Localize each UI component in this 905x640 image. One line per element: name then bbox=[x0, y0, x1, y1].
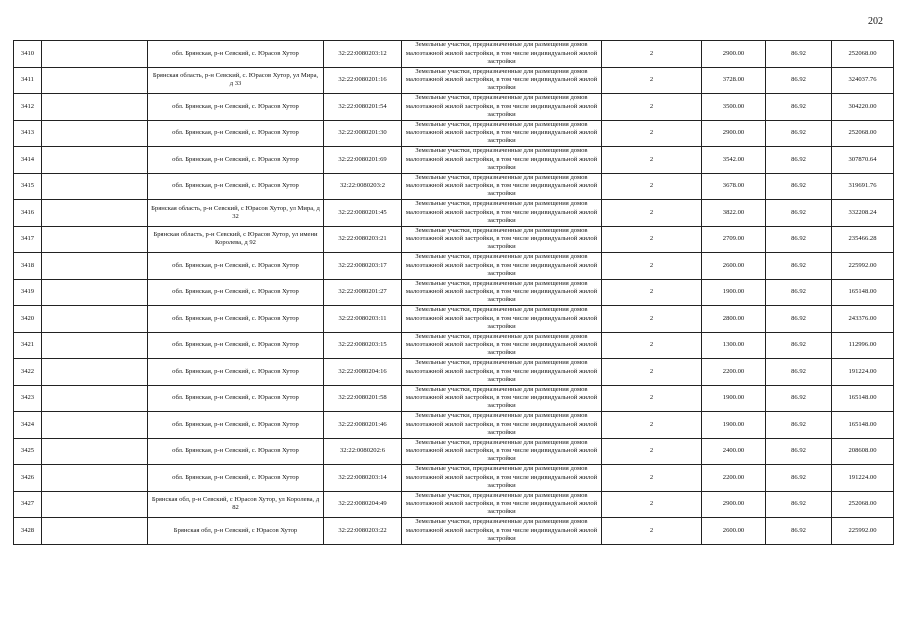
land-use-cell: Земельные участки, предназначенные для размещения домов малоэтажной жилой застройки, в том числе индивидуальной жилой застройки bbox=[402, 120, 602, 147]
table-row bbox=[14, 385, 894, 412]
cadastral-number-cell: 32:22:0080203:21 bbox=[324, 226, 402, 253]
value-cell: 252068.00 bbox=[832, 491, 894, 518]
value-cell: 208608.00 bbox=[832, 438, 894, 465]
group-cell: 2 bbox=[602, 412, 702, 439]
cadastral-number-cell: 32:22:0080203:2 bbox=[324, 173, 402, 200]
row-number-cell: 3413 bbox=[14, 120, 42, 147]
address-cell: Брянская область, р-н Севский, с Юрасов Хутор, ул Мира, д 32 bbox=[148, 200, 324, 227]
group-cell: 2 bbox=[602, 491, 702, 518]
table-row bbox=[14, 279, 894, 306]
address-cell: Брянская обл, р-н Севский, с Юрасов Хутор, ул Королева, д 82 bbox=[148, 491, 324, 518]
area-cell: 3678.00 bbox=[702, 173, 766, 200]
value-cell: 165148.00 bbox=[832, 412, 894, 439]
cadastral-number-cell: 32:22:0080203:11 bbox=[324, 306, 402, 333]
group-cell: 2 bbox=[602, 41, 702, 68]
row-number-cell: 3428 bbox=[14, 518, 42, 545]
table-body bbox=[14, 41, 894, 545]
row-number-cell: 3424 bbox=[14, 412, 42, 439]
page-number: 202 bbox=[868, 16, 883, 27]
rate-cell: 86.92 bbox=[766, 226, 832, 253]
empty-cell bbox=[42, 67, 148, 94]
group-cell: 2 bbox=[602, 147, 702, 174]
address-cell: обл. Брянская, р-н Севский, с. Юрасов Хутор bbox=[148, 332, 324, 359]
address-cell: обл. Брянская, р-н Севский, с. Юрасов Хутор bbox=[148, 359, 324, 386]
value-cell: 235466.28 bbox=[832, 226, 894, 253]
land-use-cell: Земельные участки, предназначенные для размещения домов малоэтажной жилой застройки, в том числе индивидуальной жилой застройки bbox=[402, 306, 602, 333]
group-cell: 2 bbox=[602, 438, 702, 465]
row-number-cell: 3420 bbox=[14, 306, 42, 333]
table-row bbox=[14, 465, 894, 492]
land-use-cell: Земельные участки, предназначенные для размещения домов малоэтажной жилой застройки, в том числе индивидуальной жилой застройки bbox=[402, 253, 602, 280]
table-row bbox=[14, 332, 894, 359]
group-cell: 2 bbox=[602, 173, 702, 200]
empty-cell bbox=[42, 518, 148, 545]
empty-cell bbox=[42, 306, 148, 333]
empty-cell bbox=[42, 491, 148, 518]
rate-cell: 86.92 bbox=[766, 465, 832, 492]
group-cell: 2 bbox=[602, 306, 702, 333]
value-cell: 319691.76 bbox=[832, 173, 894, 200]
table-row bbox=[14, 200, 894, 227]
rate-cell: 86.92 bbox=[766, 94, 832, 121]
group-cell: 2 bbox=[602, 200, 702, 227]
rate-cell: 86.92 bbox=[766, 67, 832, 94]
area-cell: 2900.00 bbox=[702, 120, 766, 147]
value-cell: 112996.00 bbox=[832, 332, 894, 359]
row-number-cell: 3415 bbox=[14, 173, 42, 200]
land-use-cell: Земельные участки, предназначенные для размещения домов малоэтажной жилой застройки, в том числе индивидуальной жилой застройки bbox=[402, 147, 602, 174]
table-row bbox=[14, 67, 894, 94]
rate-cell: 86.92 bbox=[766, 200, 832, 227]
empty-cell bbox=[42, 332, 148, 359]
address-cell: обл. Брянская, р-н Севский, с. Юрасов Хутор bbox=[148, 306, 324, 333]
row-number-cell: 3426 bbox=[14, 465, 42, 492]
land-use-cell: Земельные участки, предназначенные для размещения домов малоэтажной жилой застройки, в том числе индивидуальной жилой застройки bbox=[402, 385, 602, 412]
address-cell: обл. Брянская, р-н Севский, с. Юрасов Хутор bbox=[148, 173, 324, 200]
area-cell: 1900.00 bbox=[702, 412, 766, 439]
empty-cell bbox=[42, 412, 148, 439]
value-cell: 332208.24 bbox=[832, 200, 894, 227]
cadastral-number-cell: 32:22:0080201:27 bbox=[324, 279, 402, 306]
value-cell: 324037.76 bbox=[832, 67, 894, 94]
table-row bbox=[14, 94, 894, 121]
land-use-cell: Земельные участки, предназначенные для размещения домов малоэтажной жилой застройки, в том числе индивидуальной жилой застройки bbox=[402, 332, 602, 359]
cadastral-number-cell: 32:22:0080201:45 bbox=[324, 200, 402, 227]
cadastral-number-cell: 32:22:0080203:12 bbox=[324, 41, 402, 68]
empty-cell bbox=[42, 120, 148, 147]
address-cell: Брянская область, р-н Севский, с. Юрасов Хутор, ул Мира, д 33 bbox=[148, 67, 324, 94]
address-cell: Брянская область, р-н Севский, с Юрасов Хутор, ул имени Королева, д 92 bbox=[148, 226, 324, 253]
land-use-cell: Земельные участки, предназначенные для размещения домов малоэтажной жилой застройки, в том числе индивидуальной жилой застройки bbox=[402, 173, 602, 200]
group-cell: 2 bbox=[602, 67, 702, 94]
row-number-cell: 3414 bbox=[14, 147, 42, 174]
address-cell: обл. Брянская, р-н Севский, с. Юрасов Хутор bbox=[148, 465, 324, 492]
cadastral-number-cell: 32:22:0080201:69 bbox=[324, 147, 402, 174]
value-cell: 225992.00 bbox=[832, 253, 894, 280]
empty-cell bbox=[42, 385, 148, 412]
land-use-cell: Земельные участки, предназначенные для размещения домов малоэтажной жилой застройки, в том числе индивидуальной жилой застройки bbox=[402, 67, 602, 94]
address-cell: обл. Брянская, р-н Севский, с. Юрасов Хутор bbox=[148, 279, 324, 306]
address-cell: обл. Брянская, р-н Севский, с. Юрасов Хутор bbox=[148, 41, 324, 68]
area-cell: 2400.00 bbox=[702, 438, 766, 465]
land-use-cell: Земельные участки, предназначенные для размещения домов малоэтажной жилой застройки, в том числе индивидуальной жилой застройки bbox=[402, 518, 602, 545]
rate-cell: 86.92 bbox=[766, 147, 832, 174]
table-row bbox=[14, 518, 894, 545]
cadastral-number-cell: 32:22:0080203:15 bbox=[324, 332, 402, 359]
land-use-cell: Земельные участки, предназначенные для размещения домов малоэтажной жилой застройки, в том числе индивидуальной жилой застройки bbox=[402, 41, 602, 68]
area-cell: 3728.00 bbox=[702, 67, 766, 94]
row-number-cell: 3422 bbox=[14, 359, 42, 386]
value-cell: 304220.00 bbox=[832, 94, 894, 121]
cadastral-number-cell: 32:22:0080201:30 bbox=[324, 120, 402, 147]
area-cell: 3822.00 bbox=[702, 200, 766, 227]
empty-cell bbox=[42, 200, 148, 227]
table-row bbox=[14, 173, 894, 200]
empty-cell bbox=[42, 253, 148, 280]
empty-cell bbox=[42, 41, 148, 68]
empty-cell bbox=[42, 465, 148, 492]
address-cell: обл. Брянская, р-н Севский, с. Юрасов Хутор bbox=[148, 253, 324, 280]
cadastral-number-cell: 32:22:0080203:17 bbox=[324, 253, 402, 280]
address-cell: обл. Брянская, р-н Севский, с. Юрасов Хутор bbox=[148, 147, 324, 174]
group-cell: 2 bbox=[602, 120, 702, 147]
value-cell: 307870.64 bbox=[832, 147, 894, 174]
land-use-cell: Земельные участки, предназначенные для размещения домов малоэтажной жилой застройки, в том числе индивидуальной жилой застройки bbox=[402, 491, 602, 518]
table-row bbox=[14, 120, 894, 147]
land-use-cell: Земельные участки, предназначенные для размещения домов малоэтажной жилой застройки, в том числе индивидуальной жилой застройки bbox=[402, 438, 602, 465]
row-number-cell: 3425 bbox=[14, 438, 42, 465]
row-number-cell: 3421 bbox=[14, 332, 42, 359]
empty-cell bbox=[42, 279, 148, 306]
address-cell: обл. Брянская, р-н Севский, с. Юрасов Хутор bbox=[148, 412, 324, 439]
rate-cell: 86.92 bbox=[766, 491, 832, 518]
group-cell: 2 bbox=[602, 518, 702, 545]
land-use-cell: Земельные участки, предназначенные для размещения домов малоэтажной жилой застройки, в том числе индивидуальной жилой застройки bbox=[402, 200, 602, 227]
rate-cell: 86.92 bbox=[766, 279, 832, 306]
rate-cell: 86.92 bbox=[766, 306, 832, 333]
row-number-cell: 3418 bbox=[14, 253, 42, 280]
table-row bbox=[14, 41, 894, 68]
land-use-cell: Земельные участки, предназначенные для размещения домов малоэтажной жилой застройки, в том числе индивидуальной жилой застройки bbox=[402, 359, 602, 386]
group-cell: 2 bbox=[602, 94, 702, 121]
land-use-cell: Земельные участки, предназначенные для размещения домов малоэтажной жилой застройки, в том числе индивидуальной жилой застройки bbox=[402, 226, 602, 253]
area-cell: 3500.00 bbox=[702, 94, 766, 121]
group-cell: 2 bbox=[602, 226, 702, 253]
cadastral-number-cell: 32:22:0080201:58 bbox=[324, 385, 402, 412]
group-cell: 2 bbox=[602, 253, 702, 280]
empty-cell bbox=[42, 147, 148, 174]
row-number-cell: 3411 bbox=[14, 67, 42, 94]
table-row bbox=[14, 359, 894, 386]
land-registry-table bbox=[13, 40, 894, 545]
value-cell: 165148.00 bbox=[832, 385, 894, 412]
address-cell: обл. Брянская, р-н Севский, с. Юрасов Хутор bbox=[148, 120, 324, 147]
area-cell: 2200.00 bbox=[702, 465, 766, 492]
value-cell: 191224.00 bbox=[832, 465, 894, 492]
row-number-cell: 3427 bbox=[14, 491, 42, 518]
land-use-cell: Земельные участки, предназначенные для размещения домов малоэтажной жилой застройки, в том числе индивидуальной жилой застройки bbox=[402, 94, 602, 121]
row-number-cell: 3417 bbox=[14, 226, 42, 253]
empty-cell bbox=[42, 94, 148, 121]
area-cell: 2709.00 bbox=[702, 226, 766, 253]
rate-cell: 86.92 bbox=[766, 41, 832, 68]
address-cell: обл. Брянская, р-н Севский, с. Юрасов Хутор bbox=[148, 385, 324, 412]
area-cell: 2600.00 bbox=[702, 253, 766, 280]
value-cell: 243376.00 bbox=[832, 306, 894, 333]
row-number-cell: 3419 bbox=[14, 279, 42, 306]
rate-cell: 86.92 bbox=[766, 173, 832, 200]
area-cell: 1300.00 bbox=[702, 332, 766, 359]
table-row bbox=[14, 226, 894, 253]
area-cell: 1900.00 bbox=[702, 279, 766, 306]
group-cell: 2 bbox=[602, 465, 702, 492]
value-cell: 252068.00 bbox=[832, 120, 894, 147]
cadastral-number-cell: 32:22:0080203:22 bbox=[324, 518, 402, 545]
rate-cell: 86.92 bbox=[766, 120, 832, 147]
cadastral-number-cell: 32:22:0080203:14 bbox=[324, 465, 402, 492]
rate-cell: 86.92 bbox=[766, 438, 832, 465]
cadastral-number-cell: 32:22:0080204:49 bbox=[324, 491, 402, 518]
empty-cell bbox=[42, 359, 148, 386]
cadastral-number-cell: 32:22:0080201:16 bbox=[324, 67, 402, 94]
rate-cell: 86.92 bbox=[766, 518, 832, 545]
address-cell: обл. Брянская, р-н Севский, с. Юрасов Хутор bbox=[148, 94, 324, 121]
table-row bbox=[14, 412, 894, 439]
address-cell: обл. Брянская, р-н Севский, с. Юрасов Хутор bbox=[148, 438, 324, 465]
area-cell: 2900.00 bbox=[702, 491, 766, 518]
row-number-cell: 3410 bbox=[14, 41, 42, 68]
cadastral-number-cell: 32:22:0080201:54 bbox=[324, 94, 402, 121]
rate-cell: 86.92 bbox=[766, 332, 832, 359]
land-use-cell: Земельные участки, предназначенные для размещения домов малоэтажной жилой застройки, в том числе индивидуальной жилой застройки bbox=[402, 465, 602, 492]
area-cell: 2900.00 bbox=[702, 41, 766, 68]
value-cell: 225992.00 bbox=[832, 518, 894, 545]
group-cell: 2 bbox=[602, 332, 702, 359]
table-row bbox=[14, 147, 894, 174]
land-use-cell: Земельные участки, предназначенные для размещения домов малоэтажной жилой застройки, в том числе индивидуальной жилой застройки bbox=[402, 279, 602, 306]
group-cell: 2 bbox=[602, 385, 702, 412]
row-number-cell: 3416 bbox=[14, 200, 42, 227]
cadastral-number-cell: 32:22:0080204:16 bbox=[324, 359, 402, 386]
area-cell: 2800.00 bbox=[702, 306, 766, 333]
table-row bbox=[14, 491, 894, 518]
rate-cell: 86.92 bbox=[766, 385, 832, 412]
area-cell: 1900.00 bbox=[702, 385, 766, 412]
rate-cell: 86.92 bbox=[766, 359, 832, 386]
value-cell: 165148.00 bbox=[832, 279, 894, 306]
value-cell: 191224.00 bbox=[832, 359, 894, 386]
rate-cell: 86.92 bbox=[766, 412, 832, 439]
area-cell: 2200.00 bbox=[702, 359, 766, 386]
empty-cell bbox=[42, 226, 148, 253]
area-cell: 3542.00 bbox=[702, 147, 766, 174]
rate-cell: 86.92 bbox=[766, 253, 832, 280]
table-row bbox=[14, 253, 894, 280]
address-cell: Брянская обл, р-н Севский, с Юрасов Хутор bbox=[148, 518, 324, 545]
group-cell: 2 bbox=[602, 359, 702, 386]
value-cell: 252068.00 bbox=[832, 41, 894, 68]
table-row bbox=[14, 438, 894, 465]
table-row bbox=[14, 306, 894, 333]
row-number-cell: 3412 bbox=[14, 94, 42, 121]
empty-cell bbox=[42, 173, 148, 200]
cadastral-number-cell: 32:22:0080202:6 bbox=[324, 438, 402, 465]
cadastral-number-cell: 32:22:0080201:46 bbox=[324, 412, 402, 439]
area-cell: 2600.00 bbox=[702, 518, 766, 545]
land-use-cell: Земельные участки, предназначенные для размещения домов малоэтажной жилой застройки, в том числе индивидуальной жилой застройки bbox=[402, 412, 602, 439]
group-cell: 2 bbox=[602, 279, 702, 306]
row-number-cell: 3423 bbox=[14, 385, 42, 412]
empty-cell bbox=[42, 438, 148, 465]
